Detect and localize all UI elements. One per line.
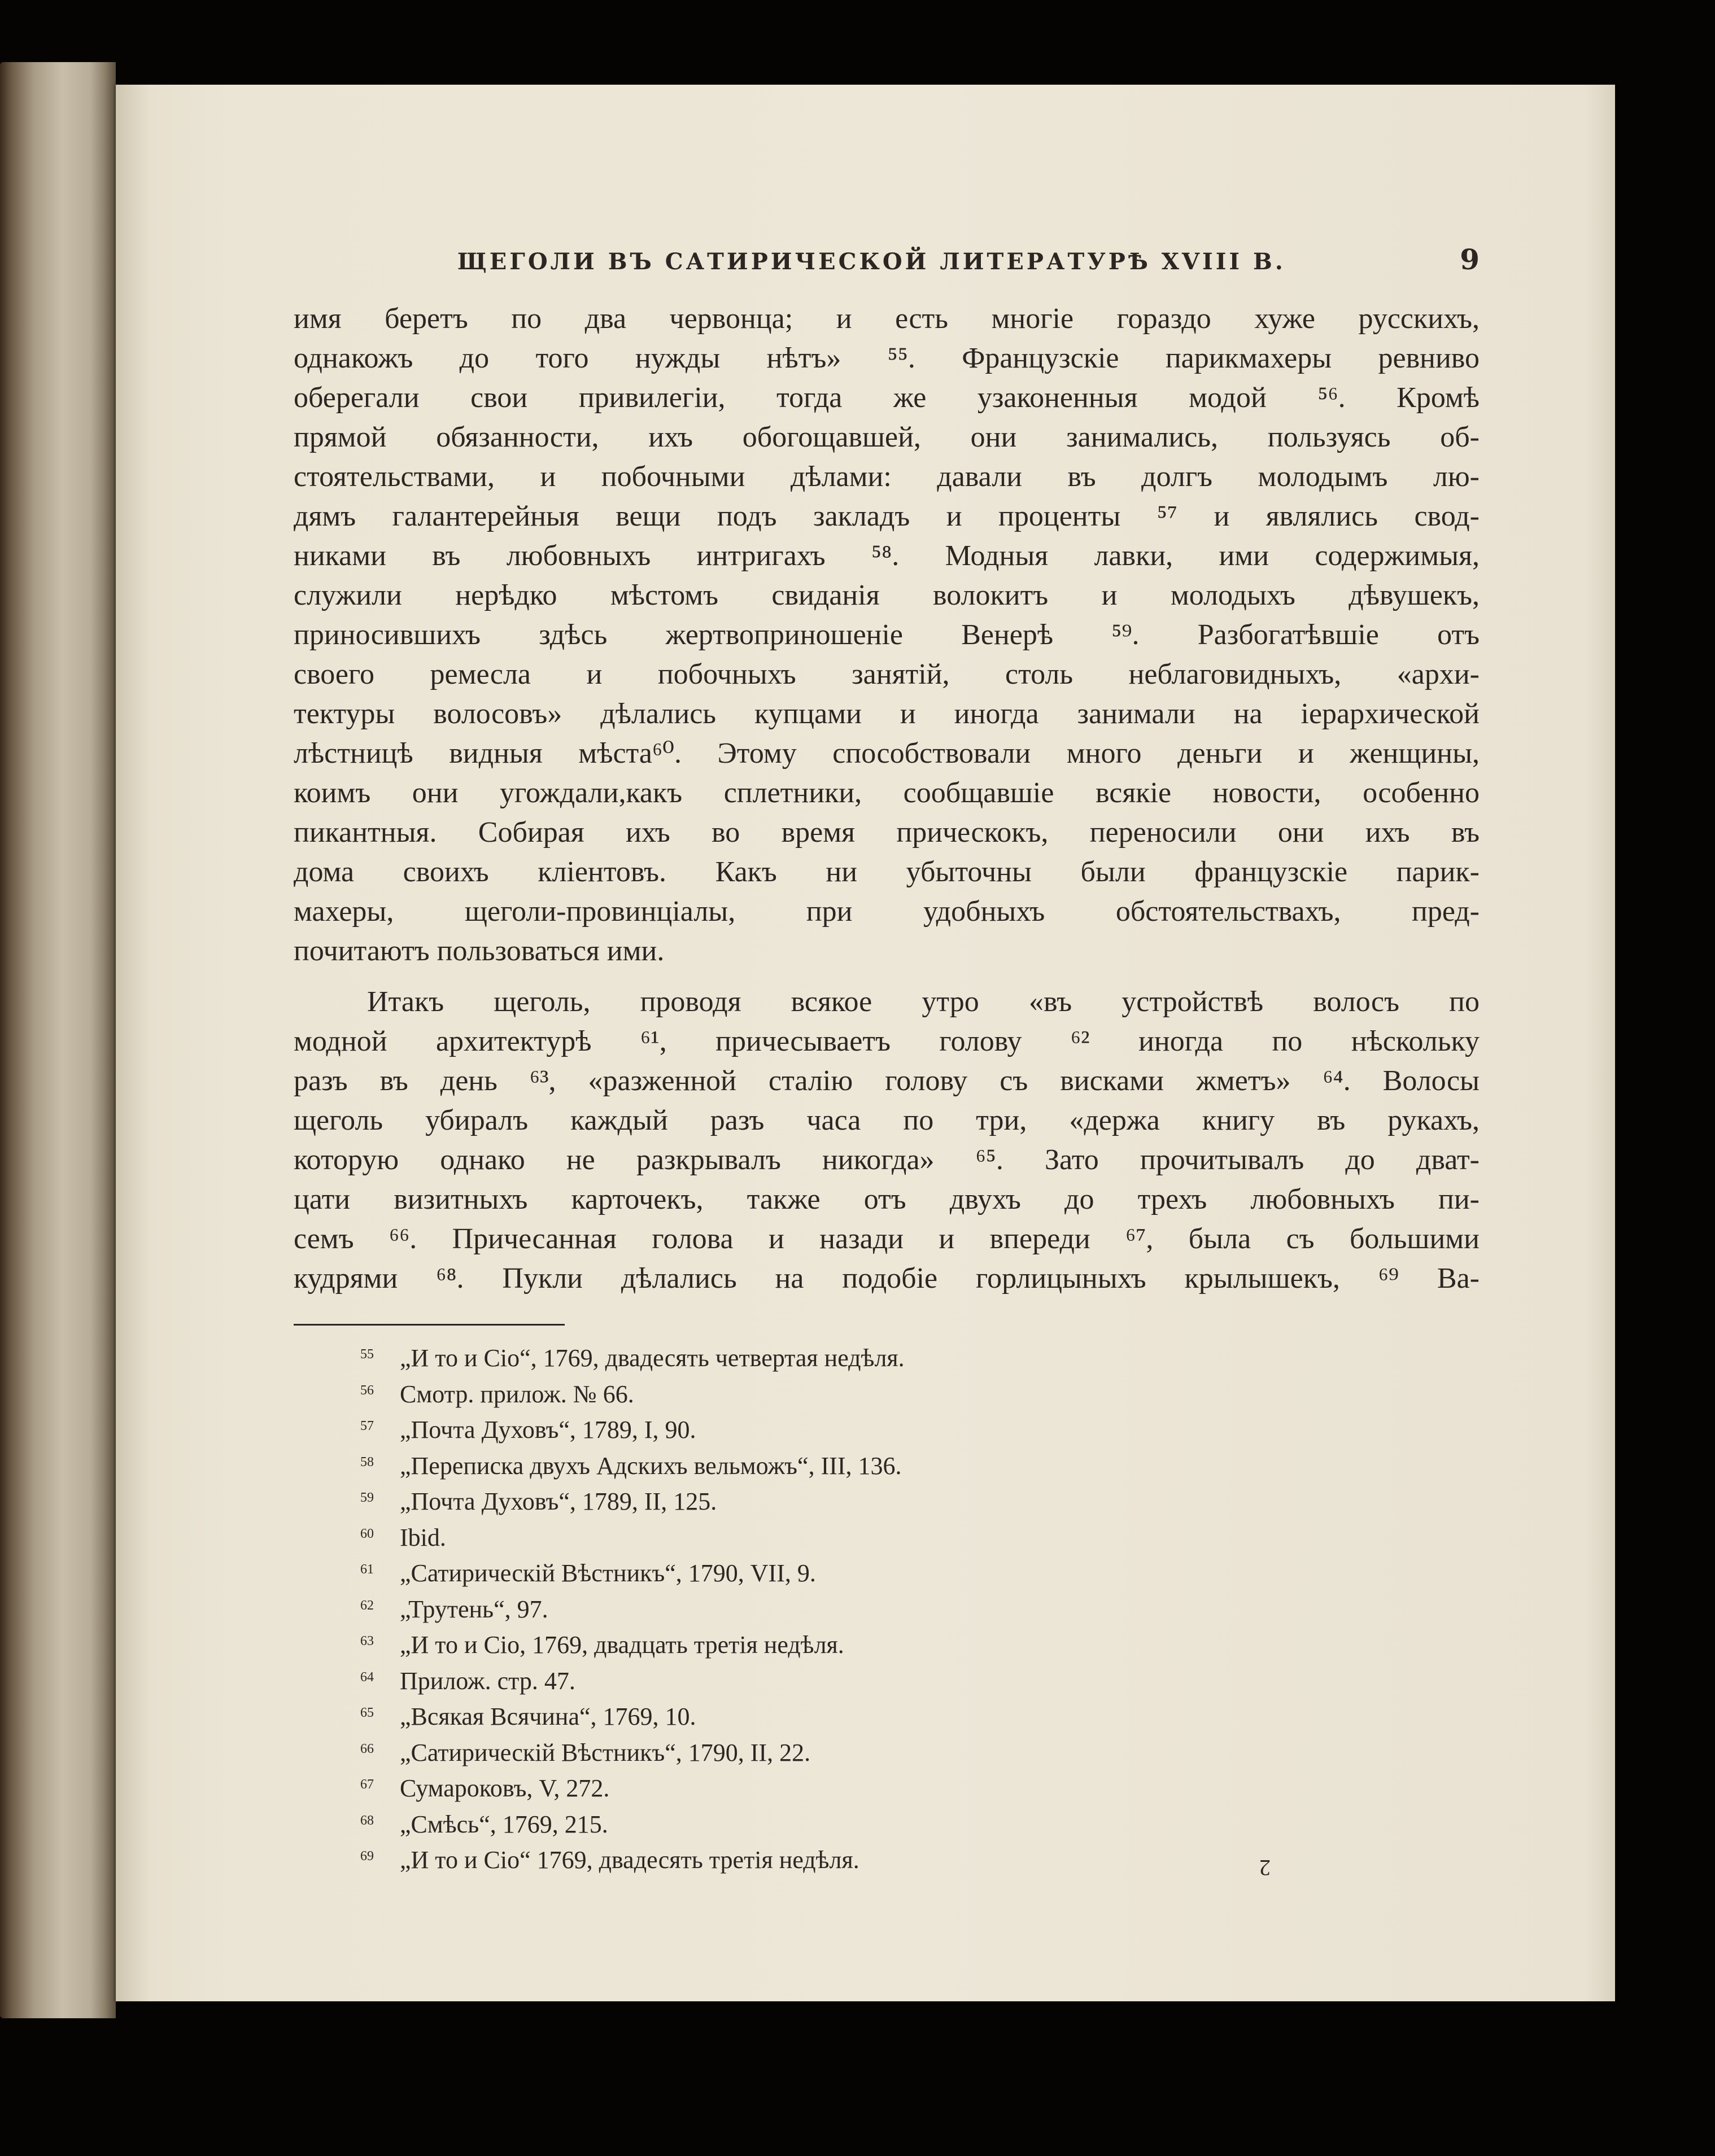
text-line: почитаютъ пользоваться ими.	[294, 935, 665, 967]
text-line: лѣстницѣ видныя мѣста⁶⁰. Этому способствовали много деньги и женщины,	[294, 737, 1480, 769]
footnote	[360, 1337, 1480, 1373]
footnote	[360, 1445, 1480, 1481]
footnote-text: „Переписка двухъ Адскихъ вельможъ“, III, 136.	[400, 1451, 902, 1480]
footnote-number: 62	[360, 1598, 374, 1613]
footnote-number: 67	[360, 1777, 374, 1792]
footnote-number: 55	[360, 1347, 374, 1362]
footnote	[360, 1373, 1480, 1409]
footnote	[360, 1839, 1480, 1875]
text-line: тектуры волосовъ» дѣлались купцами и иногда занимали на іерархической	[294, 698, 1480, 730]
page-content	[294, 243, 1480, 1875]
footnote	[360, 1624, 1480, 1660]
footnote-number: 64	[360, 1669, 374, 1685]
footnote-number: 57	[360, 1419, 374, 1433]
text-line: никами въ любовныхъ интригахъ ⁵⁸. Модныя лавки, ими содержимыя,	[294, 540, 1480, 572]
footnote	[360, 1480, 1480, 1516]
footnote-number: 56	[360, 1383, 374, 1398]
footnotes	[360, 1337, 1480, 1875]
footnote	[360, 1660, 1480, 1696]
text-line: дома своихъ кліентовъ. Какъ ни убыточны были французскіе парик-	[294, 856, 1480, 888]
running-head	[294, 243, 1480, 282]
running-title: ЩЕГОЛИ ВЪ САТИРИЧЕСКОЙ ЛИТЕРАТУРѢ XVIII В.	[457, 248, 1286, 275]
footnote-text: „Всякая Всячина“, 1769, 10.	[400, 1703, 696, 1730]
text-line: дямъ галантерейныя вещи подъ закладъ и проценты ⁵⁷ и являлись свод-	[294, 500, 1480, 532]
text-line: щеголь убиралъ каждый разъ часа по три, «держа книгу въ рукахъ,	[294, 1104, 1480, 1136]
text-line: пикантныя. Собирая ихъ во время прическокъ, переносили они ихъ въ	[294, 816, 1480, 849]
text-line: своего ремесла и побочныхъ занятій, столь неблаговидныхъ, «архи-	[294, 658, 1480, 690]
footnote-text: „Сатирическій Вѣстникъ“, 1790, VII, 9.	[400, 1559, 816, 1587]
text-line: разъ въ день ⁶³, «разженной сталію голову съ висками жметъ» ⁶⁴. Волосы	[294, 1065, 1480, 1097]
body-text	[294, 299, 1480, 1298]
text-line: имя беретъ по два червонца; и есть многіе гораздо хуже русскихъ,	[294, 303, 1480, 335]
footnote-number: 68	[360, 1813, 374, 1828]
footnote	[360, 1731, 1480, 1768]
footnote-text: Ibid.	[400, 1523, 446, 1551]
footnote-number: 61	[360, 1562, 374, 1577]
text-line: модной архитектурѣ ⁶¹, причесываетъ голову ⁶² иногда по нѣскольку	[294, 1025, 1480, 1057]
text-line: стоятельствами, и побочными дѣлами: давали въ долгъ молодымъ лю-	[294, 461, 1480, 493]
text-line: служили нерѣдко мѣстомъ свиданія волокитъ и молодыхъ дѣвушекъ,	[294, 579, 1480, 611]
footnote-text: „И то и Сіо, 1769, двадцать третія недѣля.	[400, 1631, 844, 1659]
footnote-number: 65	[360, 1705, 374, 1720]
book-page	[116, 85, 1615, 2001]
text-line: коимъ они угождали,какъ сплетники, сообщавшіе всякіе новости, особенно	[294, 777, 1480, 809]
footnote-number: 63	[360, 1634, 374, 1648]
paragraph-gap	[294, 971, 1480, 982]
text-line: прямой обязанности, ихъ обогощавшей, они занимались, пользуясь об-	[294, 421, 1480, 453]
paragraph-1	[294, 299, 1480, 971]
text-line: семъ ⁶⁶. Причесанная голова и назади и впереди ⁶⁷, была съ большими	[294, 1223, 1480, 1255]
page-number: 9	[1460, 243, 1480, 276]
paragraph-2	[294, 982, 1480, 1298]
footnote-text: Смотр. прилож. № 66.	[400, 1380, 634, 1408]
footnote-text: „И то и Сіо“, 1769, двадесять четвертая недѣля.	[400, 1344, 905, 1372]
footnote	[360, 1516, 1480, 1553]
text-line: кудрями ⁶⁸. Пукли дѣлались на подобіе горлицыныхъ крылышекъ, ⁶⁹ Ва-	[294, 1262, 1480, 1295]
signature-mark: 2	[1259, 1855, 1271, 1881]
footnote-text: „Трутень“, 97.	[400, 1595, 548, 1623]
footnote-text: Прилож. стр. 47.	[400, 1667, 575, 1695]
footnote-number: 58	[360, 1454, 374, 1470]
text-line: однакожъ до того нужды нѣтъ» ⁵⁵. Французскіе парикмахеры ревниво	[294, 342, 1480, 374]
footnote	[360, 1803, 1480, 1839]
text-line: махеры, щеголи-провинціалы, при удобныхъ обстоятельствахъ, пред-	[294, 895, 1480, 928]
footnote-number: 66	[360, 1741, 374, 1756]
footnote	[360, 1409, 1480, 1445]
footnote	[360, 1588, 1480, 1624]
previous-page-edge	[0, 62, 116, 2018]
footnote-text: Сумароковъ, V, 272.	[400, 1774, 610, 1802]
text-line: Итакъ щеголь, проводя всякое утро «въ устройствѣ волосъ по	[367, 986, 1480, 1018]
footnote-text: „Сатирическій Вѣстникъ“, 1790, II, 22.	[400, 1738, 811, 1766]
footnote	[360, 1695, 1480, 1731]
footnote	[360, 1767, 1480, 1803]
footnote-text: „Почта Духовъ“, 1789, II, 125.	[400, 1488, 717, 1515]
footnote-text: „Смѣсь“, 1769, 215.	[400, 1810, 608, 1838]
footnote-number: 59	[360, 1490, 374, 1505]
footnote-number: 69	[360, 1849, 374, 1864]
text-line: которую однако не разкрывалъ никогда» ⁶⁵. Зато прочитывалъ до дват-	[294, 1144, 1480, 1176]
text-line: оберегали свои привилегіи, тогда же узаконенныя модой ⁵⁶. Кромѣ	[294, 382, 1480, 414]
text-line: цати визитныхъ карточекъ, также отъ двухъ до трехъ любовныхъ пи-	[294, 1183, 1480, 1215]
footnote-text: „Почта Духовъ“, 1789, I, 90.	[400, 1416, 696, 1444]
footnote	[360, 1552, 1480, 1588]
footnote-number: 60	[360, 1526, 374, 1541]
footnote-text: „И то и Сіо“ 1769, двадесять третія недѣля.	[400, 1846, 859, 1874]
text-line: приносившихъ здѣсь жертвоприношеніе Венерѣ ⁵⁹. Разбогатѣвшіе отъ	[294, 619, 1480, 651]
footnote-rule	[294, 1324, 565, 1326]
